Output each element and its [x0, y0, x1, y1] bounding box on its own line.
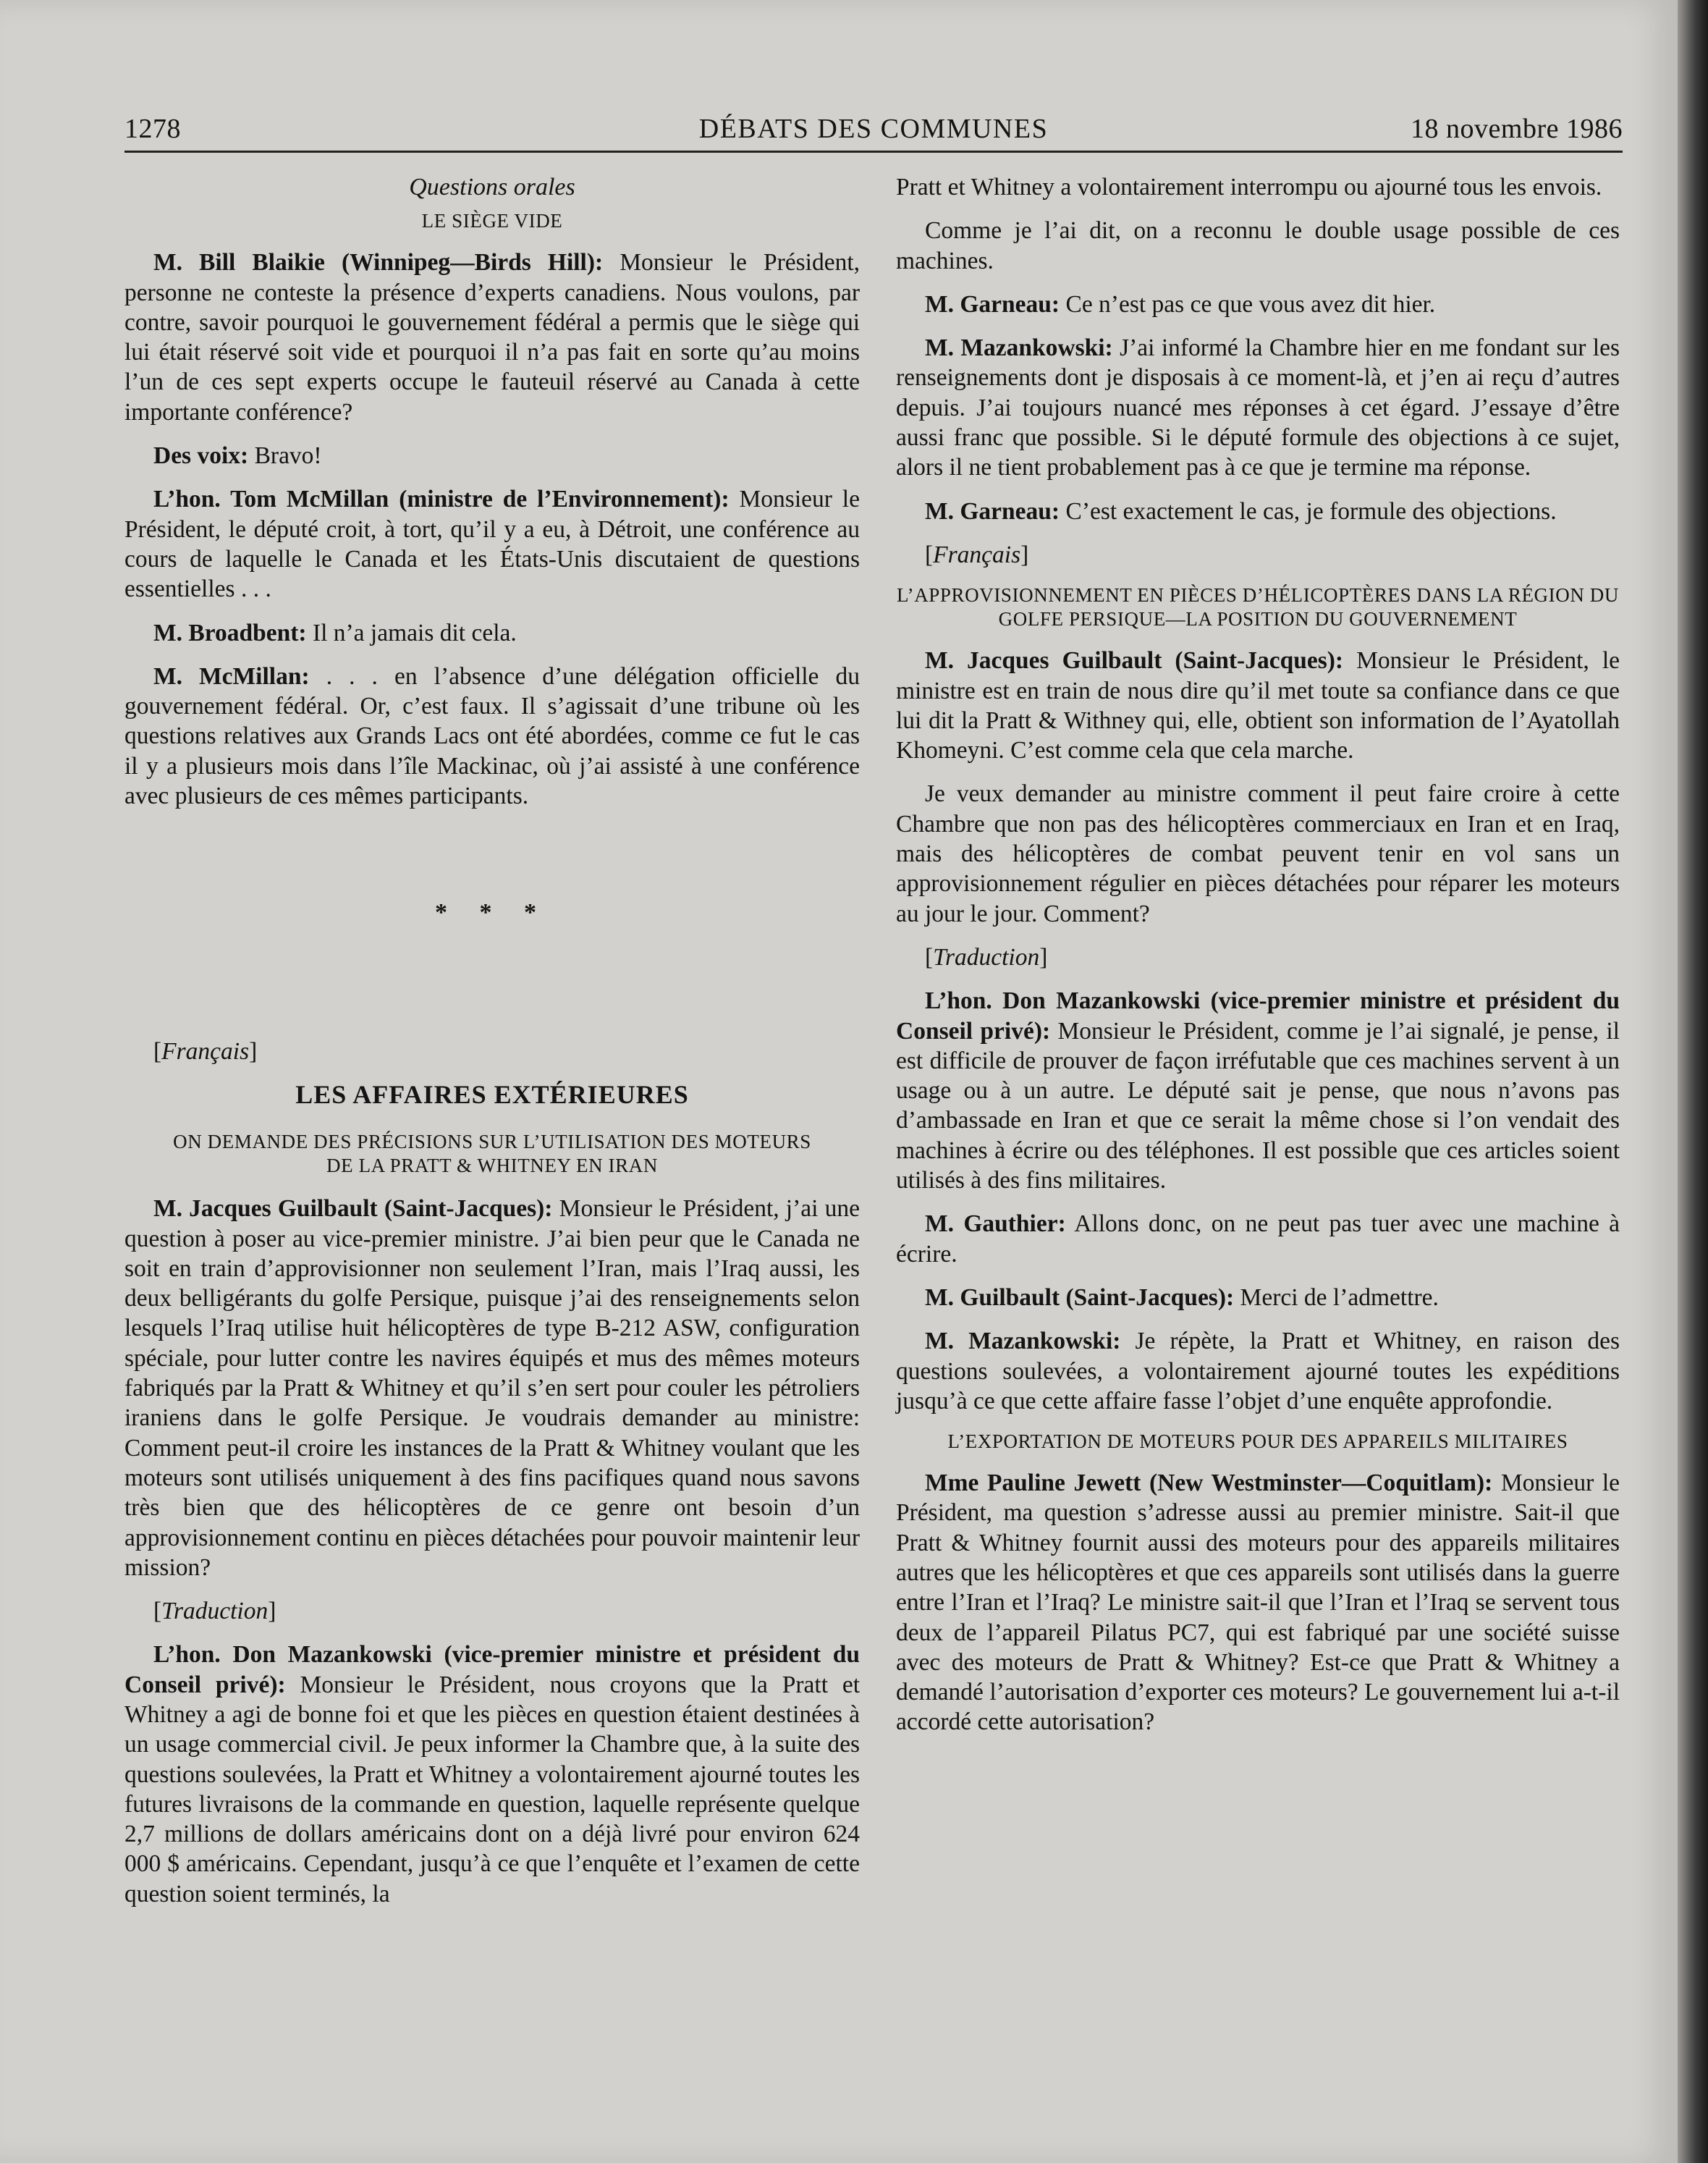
- subheading-pratt-whitney: ON DEMANDE DES PRÉCISIONS SUR L’UTILISATION DES MOTEURS DE LA PRATT & WHITNEY EN IRAN: [173, 1131, 811, 1177]
- paragraph: [124, 248, 860, 427]
- paragraph: [896, 1468, 1620, 1737]
- page-number: 1278: [124, 114, 181, 144]
- speech-text: Monsieur le Président, le député croit, à tort, qu’il y a eu, à Détroit, une conférence au cours de laquelle le Canada et les États-Unis discutaient de questions essentielles . . .: [124, 486, 860, 603]
- speaker: M. Jacques Guilbault (Saint-Jacques):: [925, 647, 1344, 675]
- subheading-empty-seat: LE SIÈGE VIDE: [421, 210, 563, 232]
- section-title: LES AFFAIRES EXTÉRIEURES: [295, 1079, 689, 1109]
- speaker: M. Guilbault (Saint-Jacques):: [925, 1283, 1235, 1311]
- publication-title: DÉBATS DES COMMUNES: [698, 114, 1049, 144]
- speech-text: . . . en l’absence d’une délégation officielle du gouvernement fédéral. Or, c’est faux. Il s’agissait d’une tribune où les questions relatives aux Grands Lacs ont été abordées, comme ce fut le cas il y a plusieurs mois dans l’île Mackinac, où j’ai assisté à une conférence avec plusieurs de ces mêmes participants.: [124, 662, 860, 810]
- paragraph: [896, 646, 1620, 765]
- paragraph: [124, 662, 860, 811]
- speech-text: Monsieur le Président, comme je l’ai signalé, je pense, il est difficile de prouver de façon irréfutable que ces machines servent à un usage ou à un autre. Le député sait je pense, que nous n’avons pas d’ambassade en Iran et que ce serait la même chose si l’on vendait des machines à écrire ou des téléphones. Il est possible que ces articles soient utilisés à des fins militaires.: [896, 1017, 1620, 1194]
- speaker: M. Garneau:: [925, 497, 1060, 525]
- speaker: L’hon. Tom McMillan (ministre de l’Environnement):: [153, 486, 730, 513]
- paragraph: [896, 333, 1620, 482]
- paragraph: [896, 1326, 1620, 1416]
- speaker: L’hon. Don Mazankowski (vice-premier ministre et président du Conseil privé):: [896, 987, 1620, 1045]
- section-label: Questions orales: [409, 174, 575, 201]
- speech-text: Allons donc, on ne peut pas tuer avec une machine à écrire.: [896, 1210, 1620, 1268]
- speaker: M. Bill Blaikie (Winnipeg—Birds Hill):: [153, 249, 604, 277]
- paragraph: Comme je l’ai dit, on a reconnu le double usage possible de ces machines.: [896, 217, 1620, 274]
- speech-text: C’est exactement le cas, je formule des objections.: [1065, 497, 1557, 525]
- section-separator: * * *: [435, 899, 549, 927]
- paragraph: [124, 484, 860, 604]
- speaker: L’hon. Don Mazankowski (vice-premier ministre et président du Conseil privé):: [124, 1641, 860, 1698]
- speech-text: Monsieur le Président, ma question s’adresse aussi au premier ministre. Sait-il que Pratt & Whitney fournit aussi des moteurs pour des appareils militaires autres que les hélicoptères et que ces appareils sont utilisés dans la guerre entre l’Iran et l’Iraq? Le ministre sait-il que l’Iran et l’Iraq se servent tous deux de l’appareil Pilatus PC7, qui est fabriqué par une société suisse avec des moteurs de Pratt & Whitney? Est-ce que Pratt & Whitney a demandé l’autorisation d’exporter ces moteurs? Le gouvernement lui a-t-il accordé cette autorisation?: [896, 1470, 1620, 1736]
- paragraph: [896, 290, 1620, 319]
- speaker: M. Jacques Guilbault (Saint-Jacques):: [153, 1195, 553, 1223]
- speech-text: Il n’a jamais dit cela.: [312, 619, 517, 646]
- paragraph: Je veux demander au ministre comment il peut faire croire à cette Chambre que non pas des hélicoptères commerciaux en Iran et en Iraq, mais des hélicoptères de combat peuvent tenir en vol sans un approvisionnement régulier en pièces détachées pour réparer les moteurs au jour le jour. Comment?: [896, 780, 1620, 927]
- paragraph: [896, 986, 1620, 1195]
- header-rule: [124, 151, 1623, 153]
- subheading-helicopter-parts: L’APPROVISIONNEMENT EN PIÈCES D’HÉLICOPTÈRES DANS LA RÉGION DU GOLFE PERSIQUE—LA POSITION DU GOUVERNEMENT: [897, 584, 1619, 631]
- left-column: [124, 172, 860, 1923]
- language-marker: [Traduction]: [925, 943, 1048, 971]
- speech-text: Bravo!: [254, 442, 322, 470]
- speaker: M. Broadbent:: [153, 619, 307, 646]
- book-spine: [1678, 0, 1708, 2163]
- language-marker: [Traduction]: [153, 1598, 276, 1625]
- paragraph: Pratt et Whitney a volontairement interrompu ou ajourné tous les envois.: [896, 174, 1602, 201]
- speaker: M. Mazankowski:: [925, 334, 1113, 362]
- speaker: M. Mazankowski:: [925, 1328, 1121, 1355]
- speaker: M. Gauthier:: [925, 1210, 1066, 1238]
- paragraph: [124, 1194, 860, 1582]
- speech-text: Ce n’est pas ce que vous avez dit hier.: [1065, 290, 1436, 318]
- speech-text: Merci de l’admettre.: [1240, 1283, 1439, 1311]
- speaker: Des voix:: [153, 442, 249, 470]
- language-marker: [Français]: [153, 1037, 258, 1065]
- speaker: M. McMillan:: [153, 662, 310, 690]
- page-header: [124, 109, 1623, 152]
- speech-text: Monsieur le Président, personne ne conteste la présence d’experts canadiens. Nous voulons, par contre, savoir pourquoi le gouvernement fédéral a permis que le siège qui lui était réservé soit vide et pourquoi il n’a pas fait en sorte qu’au moins l’un de ces sept experts occupe le fauteuil réservé au Canada à cette importante conférence?: [124, 249, 861, 426]
- paragraph: [896, 497, 1620, 526]
- right-column: [896, 172, 1620, 1751]
- speech-text: Je répète, la Pratt et Whitney, en raison des questions soulevées, a volontairement ajourné toutes les expéditions jusqu’à ce que cette affaire fasse l’objet d’une enquête approfondie.: [896, 1328, 1620, 1414]
- speech-text: J’ai informé la Chambre hier en me fondant sur les renseignements dont je disposais à ce moment-là, et j’en ai reçu d’autres depuis. J’ai toujours nuancé mes réponses à cet égard. J’essaye d’être aussi franc que possible. Si le député formule des objections à ce sujet, alors il ne tient probablement pas à ce que je termine ma réponse.: [896, 334, 1620, 481]
- paragraph: [124, 1640, 860, 1909]
- subheading-engine-export: L’EXPORTATION DE MOTEURS POUR DES APPAREILS MILITAIRES: [947, 1430, 1568, 1453]
- speaker: M. Garneau:: [925, 290, 1060, 318]
- page-date: 18 novembre 1986: [1411, 114, 1623, 144]
- paragraph: [896, 1209, 1620, 1269]
- speaker: Mme Pauline Jewett (New Westminster—Coquitlam):: [925, 1470, 1493, 1497]
- paragraph: [124, 618, 860, 648]
- paragraph: [896, 1283, 1620, 1312]
- speech-text: Monsieur le Président, le ministre est en train de nous dire qu’il met toute sa confiance dans ce que lui dit la Pratt & Withney qui, elle, obtient son information de l’Ayatollah Khomeyni. C’est comme cela que cela marche.: [896, 647, 1620, 764]
- speech-text: Monsieur le Président, nous croyons que la Pratt et Whitney a agi de bonne foi et que les pièces en question étaient destinées à un usage commercial civil. Je peux informer la Chambre que, à la suite des questions soulevées, la Pratt et Whitney a volontairement ajourné toutes les futures livraisons de la commande en question, laquelle représente quelque 2,7 millions de dollars américains dont on a déjà livré pour environ 624 000 $ américains. Cependant, jusqu’à ce que l’enquête et l’examen de cette question soient terminés, la: [124, 1671, 860, 1907]
- language-marker: [Français]: [925, 541, 1029, 568]
- speech-text: Monsieur le Président, j’ai une question à poser au vice-premier ministre. J’ai bien peur que le Canada ne soit en train d’approvisionner non seulement l’Iran, mais l’Iraq aussi, les deux belligérants du golfe Persique, puisque j’ai des renseignements selon lesquels l’Iraq utilise huit hélicoptères de type B-212 ASW, configuration spéciale, pour lutter contre les navires équipés et mus des mêmes moteurs fabriqués par la Pratt & Whitney et qu’il s’en sert pour couler les pétroliers iraniens dans le golfe Persique. Je voudrais demander au ministre: Comment peut-il croire les instances de la Pratt & Whitney voulant que les moteurs sont utilisés uniquement à des fins pacifiques quand nous savons très bien que des hélicoptères de ce genre ont besoin d’un approvisionnement continu en pièces détachées pour pouvoir maintenir leur mission?: [124, 1195, 860, 1581]
- paragraph: [124, 441, 860, 471]
